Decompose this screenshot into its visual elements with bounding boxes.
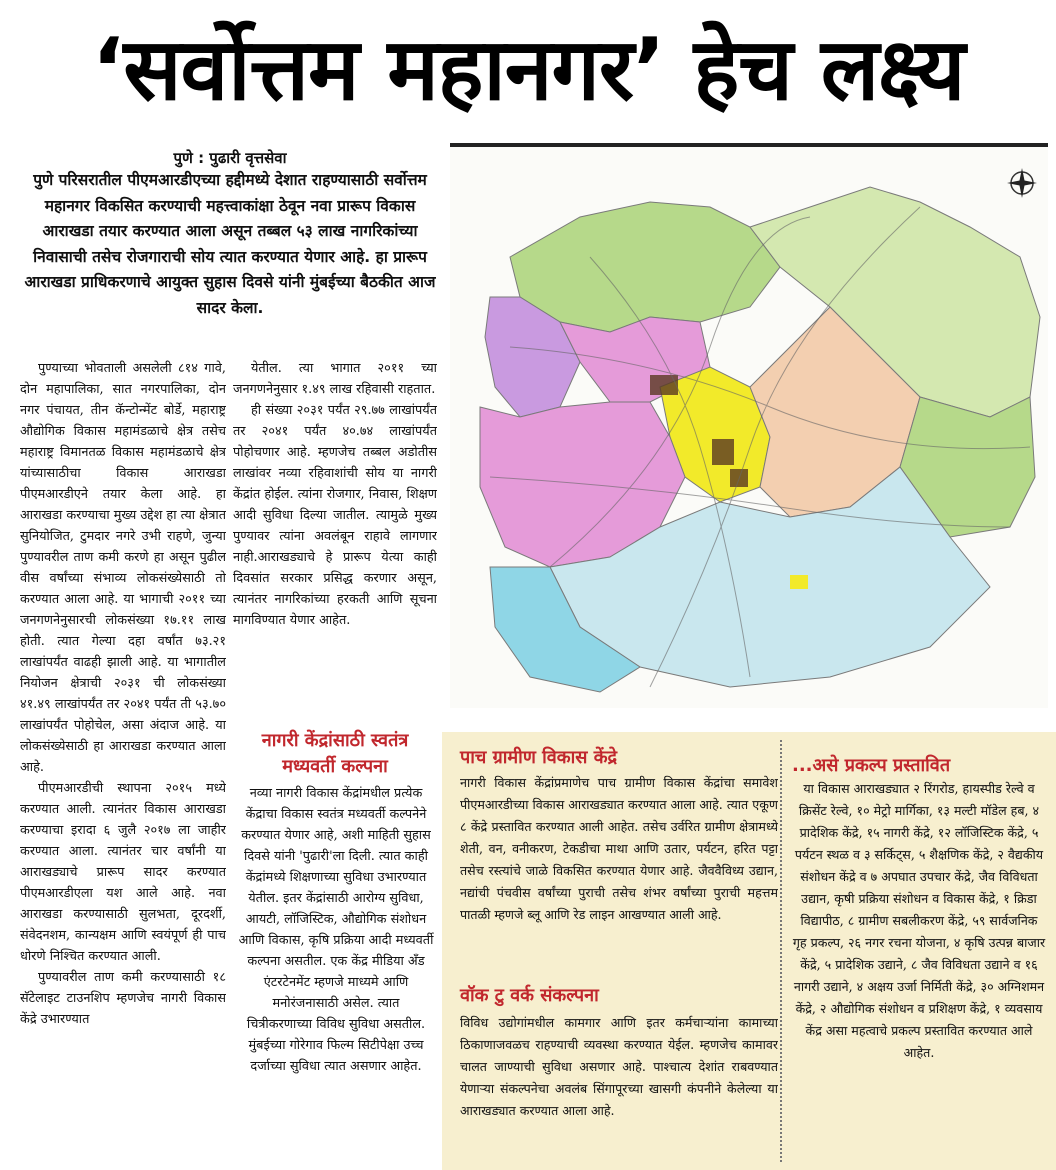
lead-paragraph: पुणे परिसरातील पीएमआरडीएच्या हद्दीमध्ये देशात राहण्यासाठी सर्वोत्तम महानगर विकसित करण्याची महत्त्वाकांक्षा ठेवून नवा प्रारूप विकास आराखडा तयार करण्यात आला असून तब्बल ५३ लाख नागरिकांच्या निवासाची तसेच रोजगाराची सोय त्यात करण्यात येणार आहे. हा प्रारूप आराखडा प्राधिकरणाचे आयुक्त सुहास दिवसे यांनी मुंबईच्या बैठकीत आज सादर केला.: [24, 171, 436, 317]
compass-icon: [1007, 168, 1037, 198]
paragraph: ही संख्या २०३१ पर्यंत २९.७७ लाखांपर्यंत तर २०४१ पर्यंत ४०.७४ लाखांपर्यंत पोहोचणार आहे. म्हणजेच तब्बल अडोतीस लाखांवर नव्या रहिवाशांची सोय या नागरी केंद्रांत होईल. त्यांना रोजगार, निवास, शिक्षण आदी सुविधा दिल्या जातील. त्यामुळे मुख्य पुण्यावर त्यांना अवलंबून राहावे लागणार नाही.आराखड्याचे हे प्रारूप येत्या काही दिवसांत सरकार प्रसिद्ध करणार असून, त्यानंतर नागरिकांच्या हरकती आणि सूचना मागविण्यात येणार आहेत.: [233, 403, 437, 628]
dateline: पुणे : पुढारी वृत्तसेवा: [173, 149, 287, 167]
article-column-3: [238, 783, 434, 1168]
paragraph: नव्या नागरी विकास केंद्रांमधील प्रत्येक केंद्राचा विकास स्वतंत्र मध्यवर्ती कल्पनेने करण्यात येणार आहे, अशी माहिती सुहास दिवसे यांनी 'पुढारी'ला दिली. त्यात काही केंद्रांमध्ये शिक्षणाच्या सुविधा उभारण्यात येतील. इतर केंद्रांसाठी आरोग्य सुविधा, आयटी, लॉजिस्टिक, औद्योगिक संशोधन आणि विकास, कृषि प्रक्रिया आदी मध्यवर्ती कल्पना असतील. एक केंद्र मीडिया अँड एंटरटेनमेंट म्हणजे माध्यमे आणि मनोरंजनासाठी असेल. त्यात चित्रीकरणाच्या विविध सुविधा असतील. मुंबईच्या गोरेगाव फिल्म सिटीपेक्षा उच्च दर्जाच्या सुविधा त्यात असणार आहेत.: [238, 786, 434, 1074]
paragraph: पुण्याच्या भोवताली असलेली ८१४ गावे, दोन महापालिका, सात नगरपालिका, दोन नगर पंचायत, तीन कॅन्टोन्मेंट बोर्डे, महाराष्ट्र औद्योगिक विकास महामंडळाचे क्षेत्र तसेच महाराष्ट्र विमानतळ विकास महामंडळाचे क्षेत्र यांच्यासाठीचा विकास आराखडा पीएमआरडीएने तयार केला आहे. हा आराखडा करण्याचा मुख्य उद्देश हा त्या क्षेत्रात सुनियोजित, टुमदार नगरे उभी राहणे, जुन्या पुण्यावरील ताण कमी करणे हा असून पुढील वीस वर्षांच्या संभाव्य लोकसंख्येसाठी तो करण्यात आला आहे. या भागाची २०११ च्या जनगणनेनुसारची लोकसंख्या १७.११ लाख होती. त्यात गेल्या दहा वर्षांत ७३.२१ लाखांपर्यंत वाढही झाली आहे. या भागातील नियोजन क्षेत्राची २०३१ ची लोकसंख्या ४१.४९ लाखांपर्यंत तर २०४१ पर्यंत ती ५३.७० लाखांपर्यंत पोहोचेल, असा अंदाज आहे. या लोकसंख्येसाठी हा आराखडा करण्यात आला आहे.: [20, 361, 226, 775]
paragraph: पीएमआरडीची स्थापना २०१५ मध्ये करण्यात आली. त्यानंतर विकास आराखडा करण्याचा इरादा ६ जुलै २०१७ ला जाहीर करण्यात आला. त्यानंतर चार वर्षांनी या आराखड्याचे प्रारूप सादर करण्यात पीएमआरडीएला यश आले आहे. नवा आराखडा करण्यासाठी सुलभता, दूरदर्शी, संवेदनशम, कान्यक्षम आणि स्वयंपूर्ण ही पाच धोरणे निश्चित करण्यात आली.: [20, 781, 226, 964]
paragraph: पुण्यावरील ताण कमी करण्यासाठी १८ सॅटेलाइट टाउनशिप म्हणजेच नागरी विकास केंद्रे उभारण्यात: [20, 970, 226, 1027]
urban-patch: [650, 375, 678, 395]
article-column-2: [233, 358, 437, 708]
development-plan-map: [450, 143, 1048, 708]
urban-patch: [790, 575, 808, 589]
box-text-walk-to-work: विविध उद्योगांमधील कामगार आणि इतर कर्मचाऱ्यांना कामाच्या ठिकाणाजवळच राहण्याची व्यवस्था करण्यात येईल. म्हणजेच कामावर चालत जाण्याची सुविधा असणार आहे. पाश्चात्य देशांत राबवण्यात येणाऱ्या संकल्पनेचा अवलंब सिंगापूरच्या खासगी कंपनीने केलेल्या या आराखड्यात करण्यात आला आहे.: [460, 1015, 778, 1118]
box-text-proposed-projects: या विकास आराखड्यात २ रिंगरोड, हायस्पीड रेल्वे व क्रिसेंट रेल्वे, १० मेट्रो मार्गिका, १३ मल्टी मॉडेल हब, ४ प्रादेशिक केंद्रे, १५ नागरी केंद्रे, १२ लॉजिस्टिक केंद्रे, ५ पर्यटन स्थळ व ३ सर्किट्स, ५ शैक्षणिक केंद्रे, २ वैद्यकीय संशोधन केंद्रे व ७ अपघात उपचार केंद्रे, जैव विविधता उद्यान, कृषी प्रक्रिया संशोधन व विकास केंद्रे, १ क्रिडा विद्यापीठ, ८ ग्रामीण सबलीकरण केंद्रे, ५९ सार्वजनिक गृह प्रकल्प, २६ नगर रचना योजना, ४ कृषि उत्पन्न बाजार केंद्रे, ५ प्रादेशिक उद्याने, ८ जैव विविधता उद्याने व १६ नागरी उद्याने, ४ अक्षय उर्जा निर्मिती केंद्रे, ३० अग्निशमन केंद्रे, २ औद्योगिक संशोधन व प्रशिक्षण केंद्रे, १ व्यवसाय केंद्र असा महत्वाचे प्रकल्प प्रस्तावित करण्यात आले आहेत.: [792, 781, 1046, 1060]
sidebar-box: [442, 732, 1056, 1170]
map-region-green-north: [510, 202, 780, 332]
box-text-rural-centres: नागरी विकास केंद्रांप्रमाणेच पाच ग्रामीण विकास केंद्रांचा समावेश पीएमआरडीच्या विकास आराखड्यात करण्यात आला आहे. त्यात एकूण ८ केंद्रे प्रस्तावित करण्यात आली आहेत. तसेच उर्वरित ग्रामीण क्षेत्रामध्ये शेती, वन, वनीकरण, टेकडीचा माथा आणि उतार, पर्यटन, हरित पट्टा तसेच रस्त्यांचे जाळे विकसित करण्यात येणार आहे. जैववैविध्य उद्यान, नद्यांची पंचवीस वर्षांच्या पुराची तसेच शंभर वर्षांच्या पुराची महत्तम पातळी म्हणजे ब्लू आणि रेड लाइन आखण्यात आली आहे.: [460, 775, 778, 922]
box-heading-rural-centres: पाच ग्रामीण विकास केंद्रे: [460, 747, 618, 768]
box-heading-proposed-projects: ...असे प्रकल्प प्रस्तावित: [792, 755, 951, 776]
column-divider: [780, 740, 782, 1162]
paragraph: येतील. त्या भागात २०११ च्या जनगणनेनुसार १.४९ लाख रहिवासी राहतात.: [233, 361, 437, 397]
map-graphic: [450, 147, 1048, 708]
headline: ‘सर्वोत्तम महानगर’ हेच लक्ष्य: [91, 20, 965, 120]
article-column-1: [20, 358, 226, 1170]
urban-patch: [712, 439, 734, 465]
subheading-urban-centres: नागरी केंद्रांसाठी स्वतंत्र मध्यवर्ती कल्पना: [261, 730, 409, 777]
box-heading-walk-to-work: वॉक टु वर्क संकल्पना: [460, 985, 599, 1006]
